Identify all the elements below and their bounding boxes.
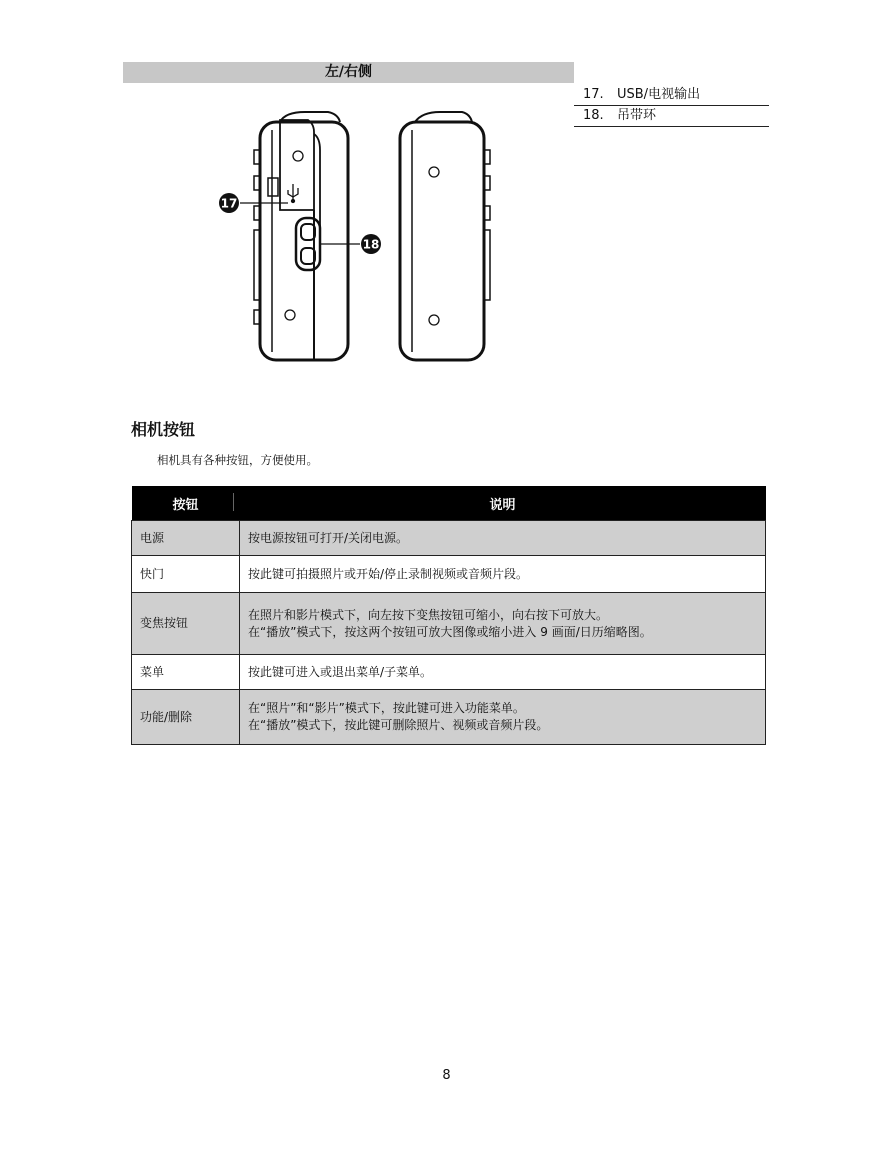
camera-side-illustration xyxy=(210,110,510,370)
camera-right-side xyxy=(400,112,490,360)
description-line: 按电源按钮可打开/关闭电源。 xyxy=(248,530,409,545)
button-description xyxy=(240,690,766,745)
description-line: 在照片和影片模式下，向左按下变焦按钮可缩小，向右按下可放大。 xyxy=(248,607,609,622)
usb-icon xyxy=(288,184,298,203)
table-row xyxy=(132,521,766,556)
buttons-table xyxy=(131,486,766,745)
part-item-17 xyxy=(574,85,769,106)
part-number: 17. xyxy=(583,87,604,102)
description-line: 在“照片”和“影片”模式下，按此键可进入功能菜单。 xyxy=(248,701,525,715)
button-description xyxy=(240,655,766,690)
table-header-row xyxy=(132,486,766,521)
button-name: 功能/删除 xyxy=(132,690,240,745)
button-name: 菜单 xyxy=(132,655,240,690)
section-header-bar xyxy=(123,62,574,83)
camera-left-side xyxy=(254,112,348,360)
callout-18 xyxy=(320,234,381,254)
table-row xyxy=(132,556,766,593)
table-row xyxy=(132,690,766,745)
button-name: 电源 xyxy=(132,521,240,556)
button-name: 变焦按钮 xyxy=(132,593,240,655)
header-button: 按钮 xyxy=(132,486,240,521)
header-title: 左/右侧 xyxy=(324,64,373,80)
table-row xyxy=(132,655,766,690)
button-description xyxy=(240,556,766,593)
part-label: 吊带环 xyxy=(617,108,657,123)
callout-18-label: 18 xyxy=(362,237,380,252)
description-line: 按此键可拍摄照片或开始/停止录制视频或音频片段。 xyxy=(248,566,529,581)
callout-17-label: 17 xyxy=(220,196,238,211)
part-label: USB/电视输出 xyxy=(617,87,701,102)
section-title: 相机按钮 xyxy=(131,420,196,439)
description-line: 在“播放”模式下，按这两个按钮可放大图像或缩小进入 9 画面/日历缩略图。 xyxy=(248,624,652,639)
table-row xyxy=(132,593,766,655)
button-description xyxy=(240,593,766,655)
part-number: 18. xyxy=(583,108,604,123)
part-item-18 xyxy=(574,106,769,127)
header-description: 说明 xyxy=(240,486,766,521)
page-number: 8 xyxy=(442,1068,451,1083)
part-list xyxy=(574,85,769,127)
section-intro: 相机具有各种按钮，方便使用。 xyxy=(157,453,318,467)
button-name: 快门 xyxy=(132,556,240,593)
button-description xyxy=(240,521,766,556)
description-line: 在“播放”模式下，按此键可删除照片、视频或音频片段。 xyxy=(248,718,549,732)
description-line: 按此键可进入或退出菜单/子菜单。 xyxy=(248,664,433,679)
